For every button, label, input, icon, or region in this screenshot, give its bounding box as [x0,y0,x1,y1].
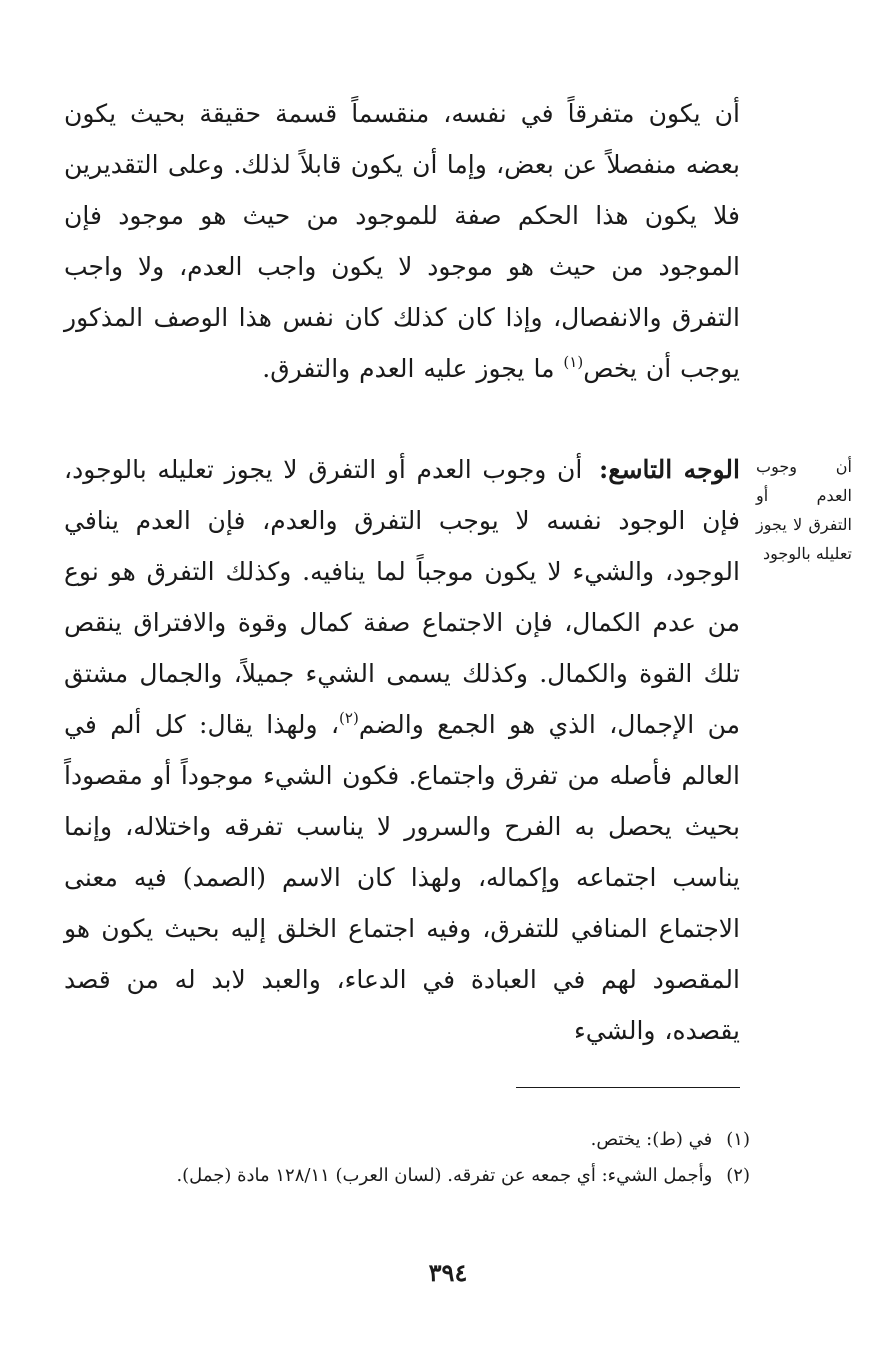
footnote-number: (١) [726,1129,750,1150]
footnote-1 [64,1122,750,1158]
paragraph-2-text: أن وجوب العدم أو التفرق لا يجوز تعليله بالوجود، فإن الوجود نفسه لا يوجب التفرق والعدم، فإن العدم ينافي الوجود، والشيء لا يكون موجباً لما ينافيه. وكذلك التفرق هو نوع من عدم الكمال، فإن الاجتماع صفة كمال وقوة والافتراق ينقص تلك القوة والكمال. وكذلك يسمى الشيء جميلاً، والجمال مشتق من الإجمال، الذي هو الجمع والضم [64,455,740,739]
footnote-number: (٢) [726,1165,750,1186]
margin-note: أن وجوب العدم أو التفرق لا يجوز تعليله بالوجود [756,457,852,563]
footnote-ref-2: (٢) [339,709,359,727]
page-number: ٣٩٤ [428,1258,468,1287]
footnote-divider [516,1087,740,1088]
paragraph-2 [64,444,740,1056]
footnote-text: وأجمل الشيء: أي جمعه عن تفرقه. (لسان العرب) ١٢٨/١١ مادة (جمل). [176,1165,713,1186]
section-heading: الوجه التاسع: [599,455,740,484]
paragraph-1-text: أن يكون متفرقاً في نفسه، منقسماً قسمة حقيقة بحيث يكون بعضه منفصلاً عن بعض، وإما أن يكون قابلاً لذلك. وعلى التقديرين فلا يكون هذا الحكم صفة للموجود من حيث هو موجود فإن الموجود من حيث هو موجود لا يكون واجب العدم، ولا واجب التفرق والانفصال، وإذا كان كذلك كان نفس هذا الوصف المذكور يوجب أن يخص [64,99,740,383]
footnotes [64,1122,750,1194]
footnote-ref-1: (١) [563,353,584,371]
footnote-2 [64,1158,750,1194]
paragraph-1 [64,88,740,394]
paragraph-2-tail: ، ولهذا يقال: كل ألم في العالم فأصله من تفرق واجتماع. فكون الشيء موجوداً أو مقصوداً بحيث يحصل به الفرح والسرور لا يناسب تفرقه واختلاله، وإنما يناسب اجتماعه وإكماله، ولهذا كان الاسم (الصمد) فيه معنى الاجتماع المنافي للتفرق، وفيه اجتماع الخلق إليه بحيث يكون هو المقصود لهم في العبادة في الدعاء، والعبد لابد له من قصد يقصده، والشيء [64,710,740,1045]
paragraph-1-tail: ما يجوز عليه العدم والتفرق. [262,354,564,383]
footnote-text: في (ط): يختص. [590,1129,713,1150]
